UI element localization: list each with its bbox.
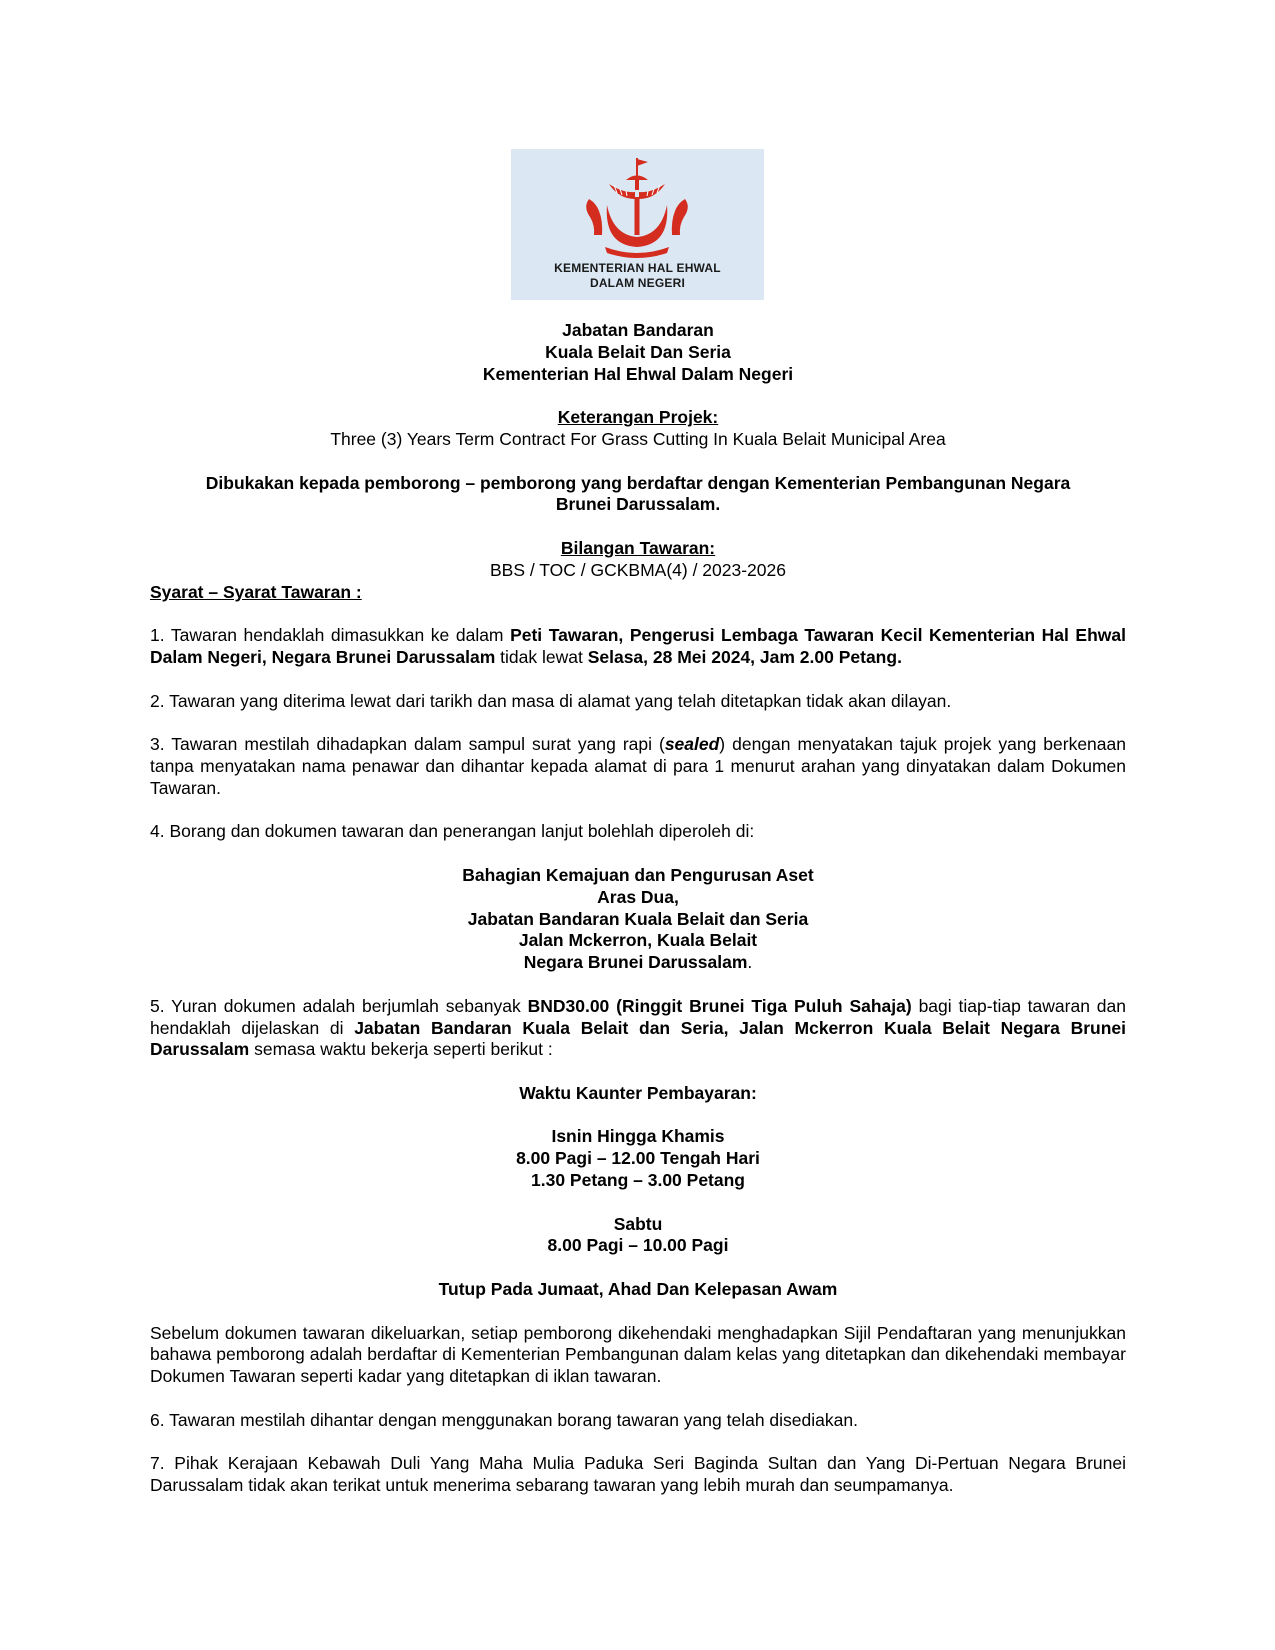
condition-1: 1. Tawaran hendaklah dimasukkan ke dalam Peti Tawaran, Pengerusi Lembaga Tawaran Kecil Kementerian Hal Ehwal Dalam Negeri, Negara Brunei Darussalam tidak lewat Selasa, 28 Mei 2024, Jam 2.00 Petang.: [150, 625, 1126, 667]
tender-notice: [150, 320, 1126, 1497]
eligibility-line2: Brunei Darussalam.: [555, 494, 721, 515]
condition-4: 4. Borang dan dokumen tawaran dan penerangan lanjut bolehlah diperoleh di:: [150, 821, 755, 842]
tender-number: BBS / TOC / GCKBMA(4) / 2023-2026: [489, 559, 786, 580]
pre-issue-requirement: Sebelum dokumen tawaran dikeluarkan, setiap pemborong dikehendaki menghadapkan Sijil Pendaftaran yang menunjukkan bahawa pemborong adalah berdaftar di Kementerian Pembangunan dalam kelas yang ditetapkan dan dikehendaki membayar Dokumen Tawaran seperti kadar yang ditetapkan di iklan tawaran.: [150, 1322, 1126, 1387]
condition-2: 2. Tawaran yang diterima lewat dari tarikh dan masa di alamat yang telah ditetapkan tidak akan dilayan.: [150, 690, 952, 711]
ministry-logo: [511, 149, 764, 300]
condition-5: 5. Yuran dokumen adalah berjumlah sebanyak BND30.00 (Ringgit Brunei Tiga Puluh Sahaja) bagi tiap-tiap tawaran dan hendaklah dijelaskan di Jabatan Bandaran Kuala Belait dan Seria, Jalan Mckerron Kuala Belait Negara Brunei Darussalam semasa waktu bekerja seperti berikut :: [150, 995, 1127, 1060]
weekday-afternoon-hours: 1.30 Petang – 3.00 Petang: [531, 1170, 745, 1191]
logo-text-line1: KEMENTERIAN HAL EHWAL: [554, 261, 721, 275]
closed-days-notice: Tutup Pada Jumaat, Ahad Dan Kelepasan Awam: [438, 1279, 838, 1300]
condition-3: 3. Tawaran mestilah dihadapkan dalam sampul surat yang rapi (sealed) dengan menyatakan tajuk projek yang berkenaan tanpa menyatakan nama penawar dan dihantar kepada alamat di para 1 menurut arahan yang dinyatakan dalam Dokumen Tawaran.: [150, 734, 1126, 798]
conditions-heading: Syarat – Syarat Tawaran :: [150, 581, 362, 602]
project-label: Keterangan Projek:: [557, 407, 719, 428]
weekday-label: Isnin Hingga Khamis: [551, 1126, 725, 1147]
collection-address: Bahagian Kemajuan dan Pengurusan Aset Aras Dua, Jabatan Bandaran Kuala Belait dan Seria Jalan Mckerron, Kuala Belait Negara Brunei Darussalam.: [462, 864, 814, 973]
condition-6: 6. Tawaran mestilah dihantar dengan menggunakan borang tawaran yang telah disediakan.: [150, 1409, 858, 1430]
saturday-hours: 8.00 Pagi – 10.00 Pagi: [547, 1235, 729, 1256]
department-area: Kuala Belait Dan Seria: [545, 341, 731, 362]
logo-text-line2: DALAM NEGERI: [589, 276, 686, 290]
counter-hours-heading: Waktu Kaunter Pembayaran:: [519, 1082, 757, 1103]
ministry-name: Kementerian Hal Ehwal Dalam Negeri: [482, 363, 794, 384]
eligibility-line1: Dibukakan kepada pemborong – pemborong yang berdaftar dengan Kementerian Pembangunan Negara: [205, 472, 1071, 493]
saturday-label: Sabtu: [613, 1213, 663, 1234]
tender-number-label: Bilangan Tawaran:: [560, 537, 716, 558]
project-title: Three (3) Years Term Contract For Grass Cutting In Kuala Belait Municipal Area: [330, 428, 946, 449]
weekday-morning-hours: 8.00 Pagi – 12.00 Tengah Hari: [516, 1148, 760, 1169]
department-name: Jabatan Bandaran: [562, 320, 714, 340]
condition-7: 7. Pihak Kerajaan Kebawah Duli Yang Maha Mulia Paduka Seri Baginda Sultan dan Yang Di-Pertuan Negara Brunei Darussalam tidak akan terikat untuk menerima sebarang tawaran yang lebih murah dan seumpamanya.: [150, 1453, 1126, 1496]
